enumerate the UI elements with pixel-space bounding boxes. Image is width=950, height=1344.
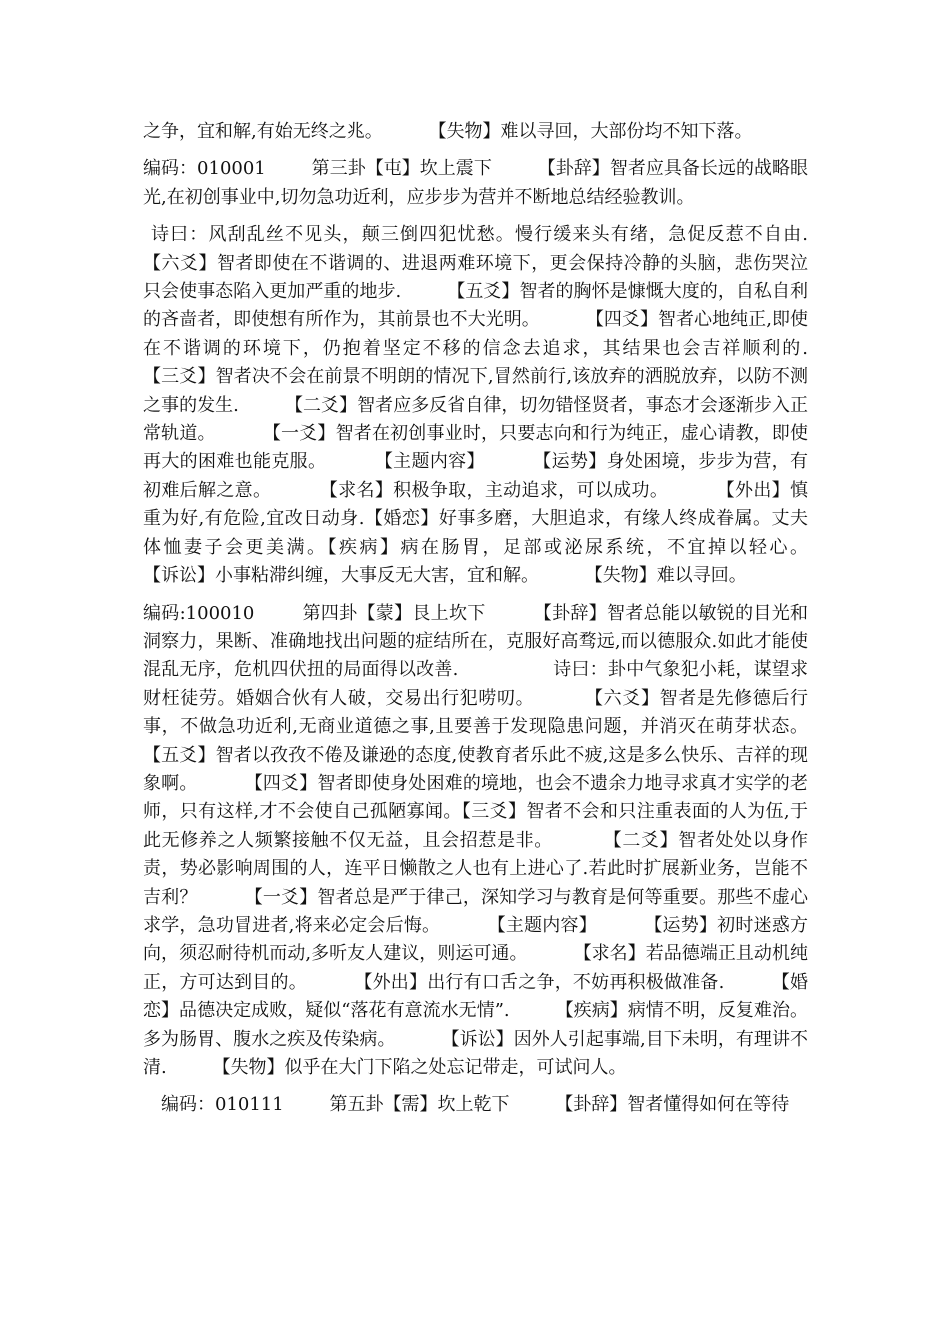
paragraph-text: 编码:100010 第四卦【蒙】艮上坎下 【卦辞】智者总能以敏锐的目光和洞察力，果断、准确地找出问题的症结所在，克服好高骛远,而以德服众.如此才能使混乱无序，危机四伏扭的局面得以改善. 诗曰：卦中气象犯小耗，谋望求财枉徒劳。婚姻合伙有人破，交易出行犯唠叨。 【六爻】智者是先修德后行事，不做急功近利,无商业道德之事,且要善于发现隐患问题，并消灭在萌芽状态。 【五爻】智者以孜孜不倦及谦逊的态度,使教育者乐此不疲,这是多么快乐、吉祥的现象啊。 【四爻】智者即使身处困难的境地，也会不遗余力地寻求真才实学的老师，只有这样,才不会使自己孤陋寡闻。【三爻】智者不会和只注重表面的人为伍,于此无修养之人频繁接触不仅无益，且会招惹是非。 【二爻】智者处处以身作责，势必影响周围的人，连平日懒散之人也有上进心了.若此时扩展新业务，岂能不吉利？ 【一爻】智者总是严于律己，深知学习与教育是何等重要。那些不虚心求学，急功冒进者,将来必定会后悔。 【主题内容】 【运势】初时迷惑方向，须忍耐待机而动,多听友人建议，则运可通。 【求名】若品德端正且动机纯正，方可达到目的。 【外出】出行有口舌之争，不妨再积极做准备. 【婚恋】品德决定成败，疑似“落花有意流水无情”. 【疾病】病情不明，反复难治。多为肠胃、腹水之疾及传染病。 【诉讼】因外人引起事端,目下未明，有理讲不清. 【失物】似乎在大门下陷之处忘记带走，可试问人。 (143, 602, 854, 1078)
paragraph-text: 诗曰：风刮乱丝不见头，颠三倒四犯忧愁。慢行缓来头有绪，急促反惹不自由. 【六爻】智者即使在不谐调的、进退两难环境下，更会保持冷静的头脑，悲伤哭泣只会使事态陷入更加严重的地步. 【五爻】智者的胸怀是慷慨大度的，自私自利的吝啬者，即使想有所作为，其前景也不大光明。 【四爻】智者心地纯正,即使在不谐调的环境下，仍抱着坚定不移的信念去追求，其结果也会吉祥顺利的. 【三爻】智者决不会在前景不明朗的情况下,冒然前行,该放弃的洒脱放弃，以防不测之事的发生. 【二爻】智者应多反省自律，切勿错怪贤者，事态才会逐渐步入正常轨道。 【一爻】智者在初创事业时，只要志向和行为纯正，虚心请教，即使再大的困难也能克服。 【主题内容】 【运势】身处困境，步步为营，有初难后解之意。 【求名】积极争取，主动追求，可以成功。 【外出】慎重为好,有危险,宜改日动身.【婚恋】好事多磨，大胆追求，有缘人终成眷属。丈夫体恤妻子会更美满。【疾病】病在肠胃，足部或泌尿系统，不宜掉以轻心。 【诉讼】小事粘滞纠缠，大事反无大害，宜和解。 【失物】难以寻回。 (143, 224, 854, 587)
paragraph-text: 之争，宜和解,有始无终之兆。 【失物】难以寻回，大部份均不知下落。 (143, 121, 753, 142)
paragraph-text: 编码：010111 第五卦【需】坎上乾下 【卦辞】智者懂得如何在等待 (161, 1094, 790, 1116)
paragraph-hexagram-5-header (143, 1091, 808, 1119)
paragraph-lost-item-tail (143, 118, 808, 146)
paragraph-hexagram-3-header (143, 155, 808, 212)
paragraph-hexagram-3-body (143, 221, 854, 590)
document-page (143, 118, 854, 1129)
paragraph-text: 编码：010001 第三卦【屯】坎上震下 【卦辞】智者应具备长远的战略眼光,在初创事业中,切勿急功近利，应步步为营并不断地总结经验教训。 (143, 158, 808, 208)
paragraph-hexagram-4 (143, 600, 854, 1083)
